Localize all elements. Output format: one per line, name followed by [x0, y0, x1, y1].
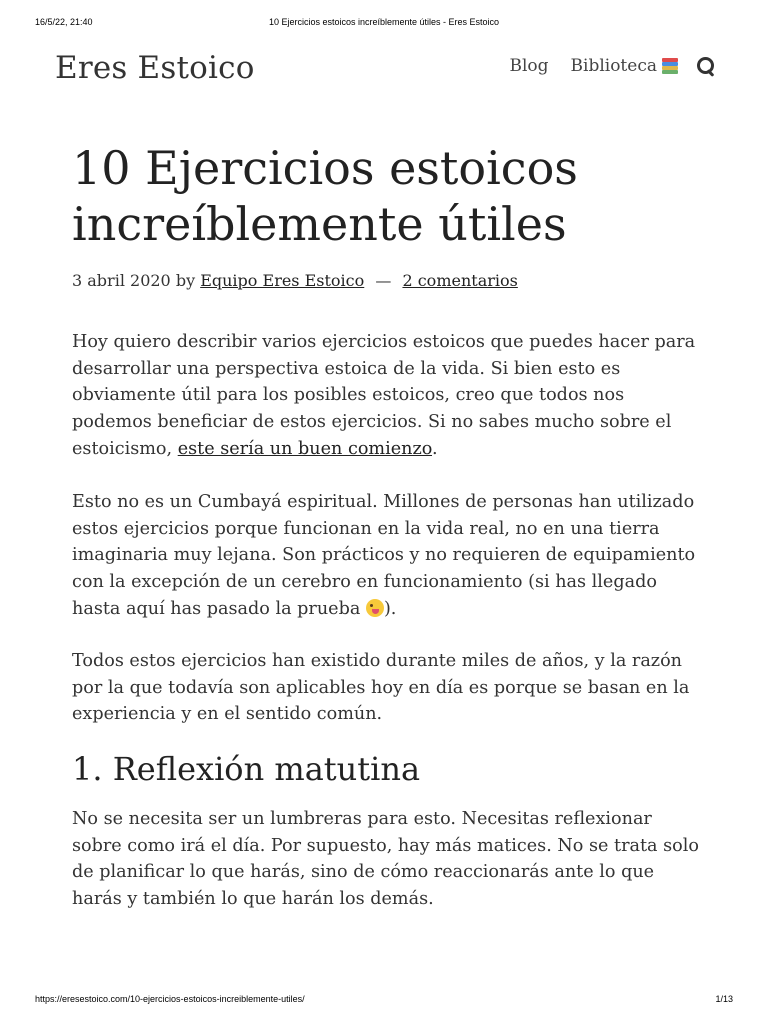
nav-blog-label: Blog [509, 56, 549, 76]
paragraph-2 [72, 489, 702, 623]
books-icon [662, 58, 678, 74]
beginner-guide-link[interactable]: este sería un buen comienzo [177, 438, 433, 459]
intro-end: . [432, 438, 438, 459]
paragraph-2-text: Esto no es un Cumbayá espiritual. Millones de personas han utilizado estos ejercicios porque funcionan en la vida real, no en una tierra imaginaria muy lejana. Son prácticos y no requieren de equipamiento con la excepción de un cerebro en funcionamiento (si has llegado hasta aquí has pasado la prueba [72, 492, 696, 619]
post-date: 3 abril 2020 [72, 271, 171, 290]
nav-library-label: Biblioteca [570, 56, 657, 76]
site-title-link[interactable]: Eres Estoico [55, 50, 255, 86]
print-page-number: 1/13 [715, 994, 733, 1004]
meta-separator: — [375, 271, 392, 290]
print-url: https://eresestoico.com/10-ejercicios-estoicos-increiblemente-utiles/ [35, 994, 305, 1004]
section-heading: 1. Reflexión matutina [72, 750, 421, 788]
intro-text: Hoy quiero describir varios ejercicios estoicos que puedes hacer para desarrollar una perspectiva estoica de la vida. Si bien esto es obviamente útil para los posibles estoicos, creo que todos nos podemos beneficiar de estos ejercicios. Si no sabes mucho sobre el estoicismo, [72, 332, 696, 459]
article-meta [72, 271, 712, 290]
nav-library-link[interactable] [571, 56, 678, 76]
paragraph-2-end: ). [383, 598, 397, 619]
author-link[interactable]: Equipo Eres Estoico [200, 271, 365, 290]
main-nav [487, 56, 716, 76]
paragraph-4: No se necesita ser un lumbreras para esto. Necesitas reflexionar sobre como irá el día. Por supuesto, hay más matices. No se trata solo de planificar lo que harás, sino de cómo reaccionarás ante lo que harás y también lo que harán los demás. [72, 809, 699, 910]
print-footer [35, 994, 733, 1008]
paragraph-3: Todos estos ejercicios han existido durante miles de años, y la razón por la que todavía son aplicables hoy en día es porque se basan en la experiencia y en el sentido común. [72, 651, 690, 725]
search-icon[interactable] [696, 56, 716, 76]
print-header [35, 17, 733, 31]
by-label: by [175, 271, 196, 290]
article-title: 10 Ejercicios estoicos increíblemente útiles [72, 141, 578, 251]
print-page-title: 10 Ejercicios estoicos increíblemente útiles - Eres Estoico [268, 17, 500, 27]
comments-link[interactable]: 2 comentarios [402, 271, 518, 290]
nav-blog-link[interactable] [509, 56, 548, 76]
print-datetime: 16/5/22, 21:40 [35, 17, 93, 27]
site-header [55, 48, 716, 92]
intro-paragraph [72, 329, 702, 463]
winking-face-with-tongue-icon [366, 599, 384, 617]
